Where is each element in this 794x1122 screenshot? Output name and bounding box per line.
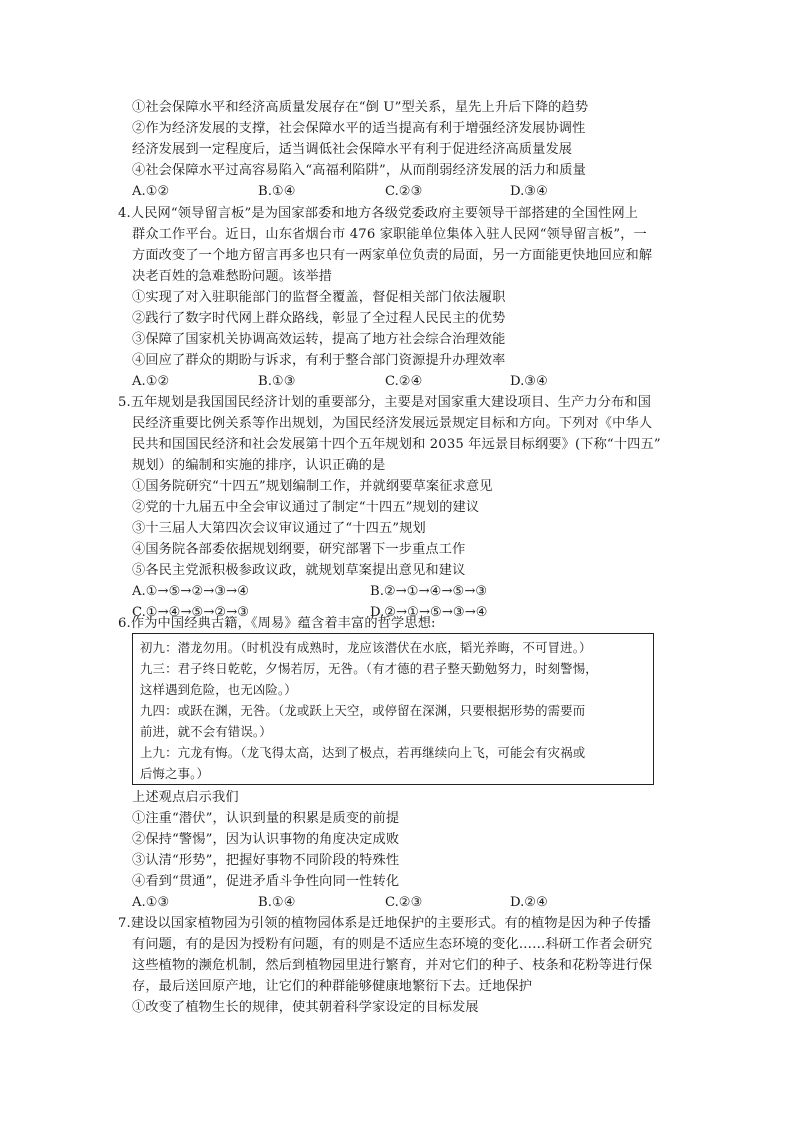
q6-quote-line-2: 九三：君子终日乾乾，夕惕若厉，无咎。（有才德的君子整天勤勉努力，时刻警惕， — [140, 661, 598, 676]
q5-statement-2: ②党的十九届五中全会审议通过了制定“十四五”规划的建议 — [132, 500, 480, 515]
q6-statement-4: ④看到“贯通”，促进矛盾斗争性向同一性转化 — [132, 874, 400, 889]
q6-option-c: C.②③ — [385, 895, 423, 910]
q3-statement-3: 经济发展到一定程度后，适当调低社会保障水平有利于促进经济高质量发展 — [132, 142, 573, 157]
q5-statement-5: ⑤各民主党派积极参政议政，就规划草案提出意见和建议 — [132, 563, 466, 578]
q6-lead: 上述观点启示我们 — [132, 790, 239, 805]
q6-statement-2: ②保持“警惕”，因为认识事物的角度决定成败 — [132, 832, 400, 847]
q4-option-a: A.①② — [132, 374, 170, 389]
q6-option-a: A.①③ — [132, 895, 170, 910]
q3-option-c: C.②③ — [385, 184, 423, 199]
q5-stem-line-2: 民经济重要比例关系等作出规划，为国民经济发展远景规定目标和方向。下列对《中华人 — [132, 416, 653, 431]
q5-option-c: C.①→④→⑤→②→③ — [132, 605, 250, 620]
q5-option-b: B.②→①→④→⑤→③ — [370, 584, 488, 599]
q4-statement-4: ④回应了群众的期盼与诉求，有利于整合部门资源提升办理效率 — [132, 353, 506, 368]
q5-statement-3: ③十三届人大第四次会议审议通过了“十四五”规划 — [132, 521, 426, 536]
q3-option-d: D.③④ — [510, 184, 548, 199]
q4-stem-line-3: 方面改变了一个地方留言再多也只有一两家单位负责的局面，另一方面能更快地回应和解 — [132, 248, 653, 263]
q4-stem-line-2: 群众工作平台。近日，山东省烟台市 476 家职能单位集体入驻人民网“领导留言板”，一 — [132, 227, 647, 242]
q7-stem-line-4: 存，最后送回原产地，让它们的种群能够健康地繁衍下去。迁地保护 — [132, 979, 533, 994]
q4-option-d: D.③④ — [510, 374, 548, 389]
q6-option-d: D.②④ — [510, 895, 548, 910]
q4-statement-2: ②践行了数字时代网上群众路线，彰显了全过程人民民主的优势 — [132, 311, 506, 326]
q6-stem: 6.作为中国经典古籍，《周易》蕴含着丰富的哲学思想: — [118, 616, 436, 631]
q6-quote-line-1: 初九：潜龙勿用。（时机没有成熟时，龙应该潜伏在水底，韬光养晦，不可冒进。） — [140, 640, 592, 655]
q4-stem-line-4: 决老百姓的急难愁盼问题。该举措 — [132, 269, 333, 284]
q3-statement-4: ④社会保障水平过高容易陷入“高福利陷阱”，从而削弱经济发展的活力和质量 — [132, 163, 586, 178]
q3-option-a: A.①② — [132, 184, 170, 199]
q7-statement-1: ①改变了植物生长的规律，使其朝着科学家设定的目标发展 — [132, 1000, 479, 1015]
q4-option-c: C.②④ — [385, 374, 423, 389]
q3-statement-1: ①社会保障水平和经济高质量发展存在“倒 U”型关系，星先上升后下降的趋势 — [132, 100, 589, 115]
q4-stem-line-1: 4.人民网“领导留言板”是为国家部委和地方各级党委政府主要领导干部搭建的全国性网上 — [118, 206, 639, 221]
q6-quote-line-3: 这样遇到危险，也无凶险。） — [140, 682, 297, 697]
q6-quote-line-4: 九四：或跃在渊，无咎。（龙或跃上天空，或停留在深渊，只要根据形势的需要而 — [140, 703, 586, 718]
q6-statement-1: ①注重“潜伏”，认识到量的积累是质变的前提 — [132, 811, 400, 826]
q4-statement-3: ③保障了国家机关协调高效运转，提高了地方社会综合治理效能 — [132, 332, 506, 347]
q7-stem-line-2: 有问题，有的是因为授粉有问题，有的则是不适应生态环境的变化……科研工作者会研究 — [132, 937, 653, 952]
q5-stem-line-3: 民共和国国民经济和社会发展第十四个五年规划和 2035 年远景目标纲要》(下称“十四五” — [132, 437, 661, 452]
q6-quote-line-7: 后悔之事。） — [140, 766, 210, 781]
q5-statement-4: ④国务院各部委依据规划纲要，研究部署下一步重点工作 — [132, 542, 466, 557]
q3-statement-2: ②作为经济发展的支撑，社会保障水平的适当提高有利于增强经济发展协调性 — [132, 121, 586, 136]
q5-stem-line-4: 规划）的编制和实施的排序，认识正确的是 — [132, 458, 386, 473]
q6-quote-line-5: 前进，就不会有错误。） — [140, 724, 272, 739]
q5-option-a: A.①→⑤→②→③→④ — [132, 584, 250, 599]
q5-statement-1: ①国务院研究“十四五”规划编制工作，并就纲要草案征求意见 — [132, 479, 493, 494]
q6-statement-3: ③认清“形势”，把握好事物不同阶段的特殊性 — [132, 853, 400, 868]
q5-option-d: D.②→①→⑤→③→④ — [370, 605, 488, 620]
q4-option-b: B.①③ — [258, 374, 296, 389]
q7-stem-line-3: 这些植物的濒危机制，然后到植物园里进行繁育，并对它们的种子、枝条和花粉等进行保 — [132, 958, 653, 973]
q7-stem-line-1: 7.建设以国家植物园为引领的植物园体系是迁地保护的主要形式。有的植物是因为种子传播 — [118, 916, 652, 931]
q6-option-b: B.①④ — [258, 895, 296, 910]
q5-stem-line-1: 5.五年规划是我国国民经济计划的重要部分，主要是对国家重大建设项目、生产力分布和国 — [118, 395, 652, 410]
q6-quote-line-6: 上九：亢龙有悔。（龙飞得太高，达到了极点，若再继续向上飞，可能会有灾祸或 — [140, 745, 586, 760]
q3-option-b: B.①④ — [258, 184, 296, 199]
q4-statement-1: ①实现了对入驻职能部门的监督全覆盖，督促相关部门依法履职 — [132, 290, 506, 305]
